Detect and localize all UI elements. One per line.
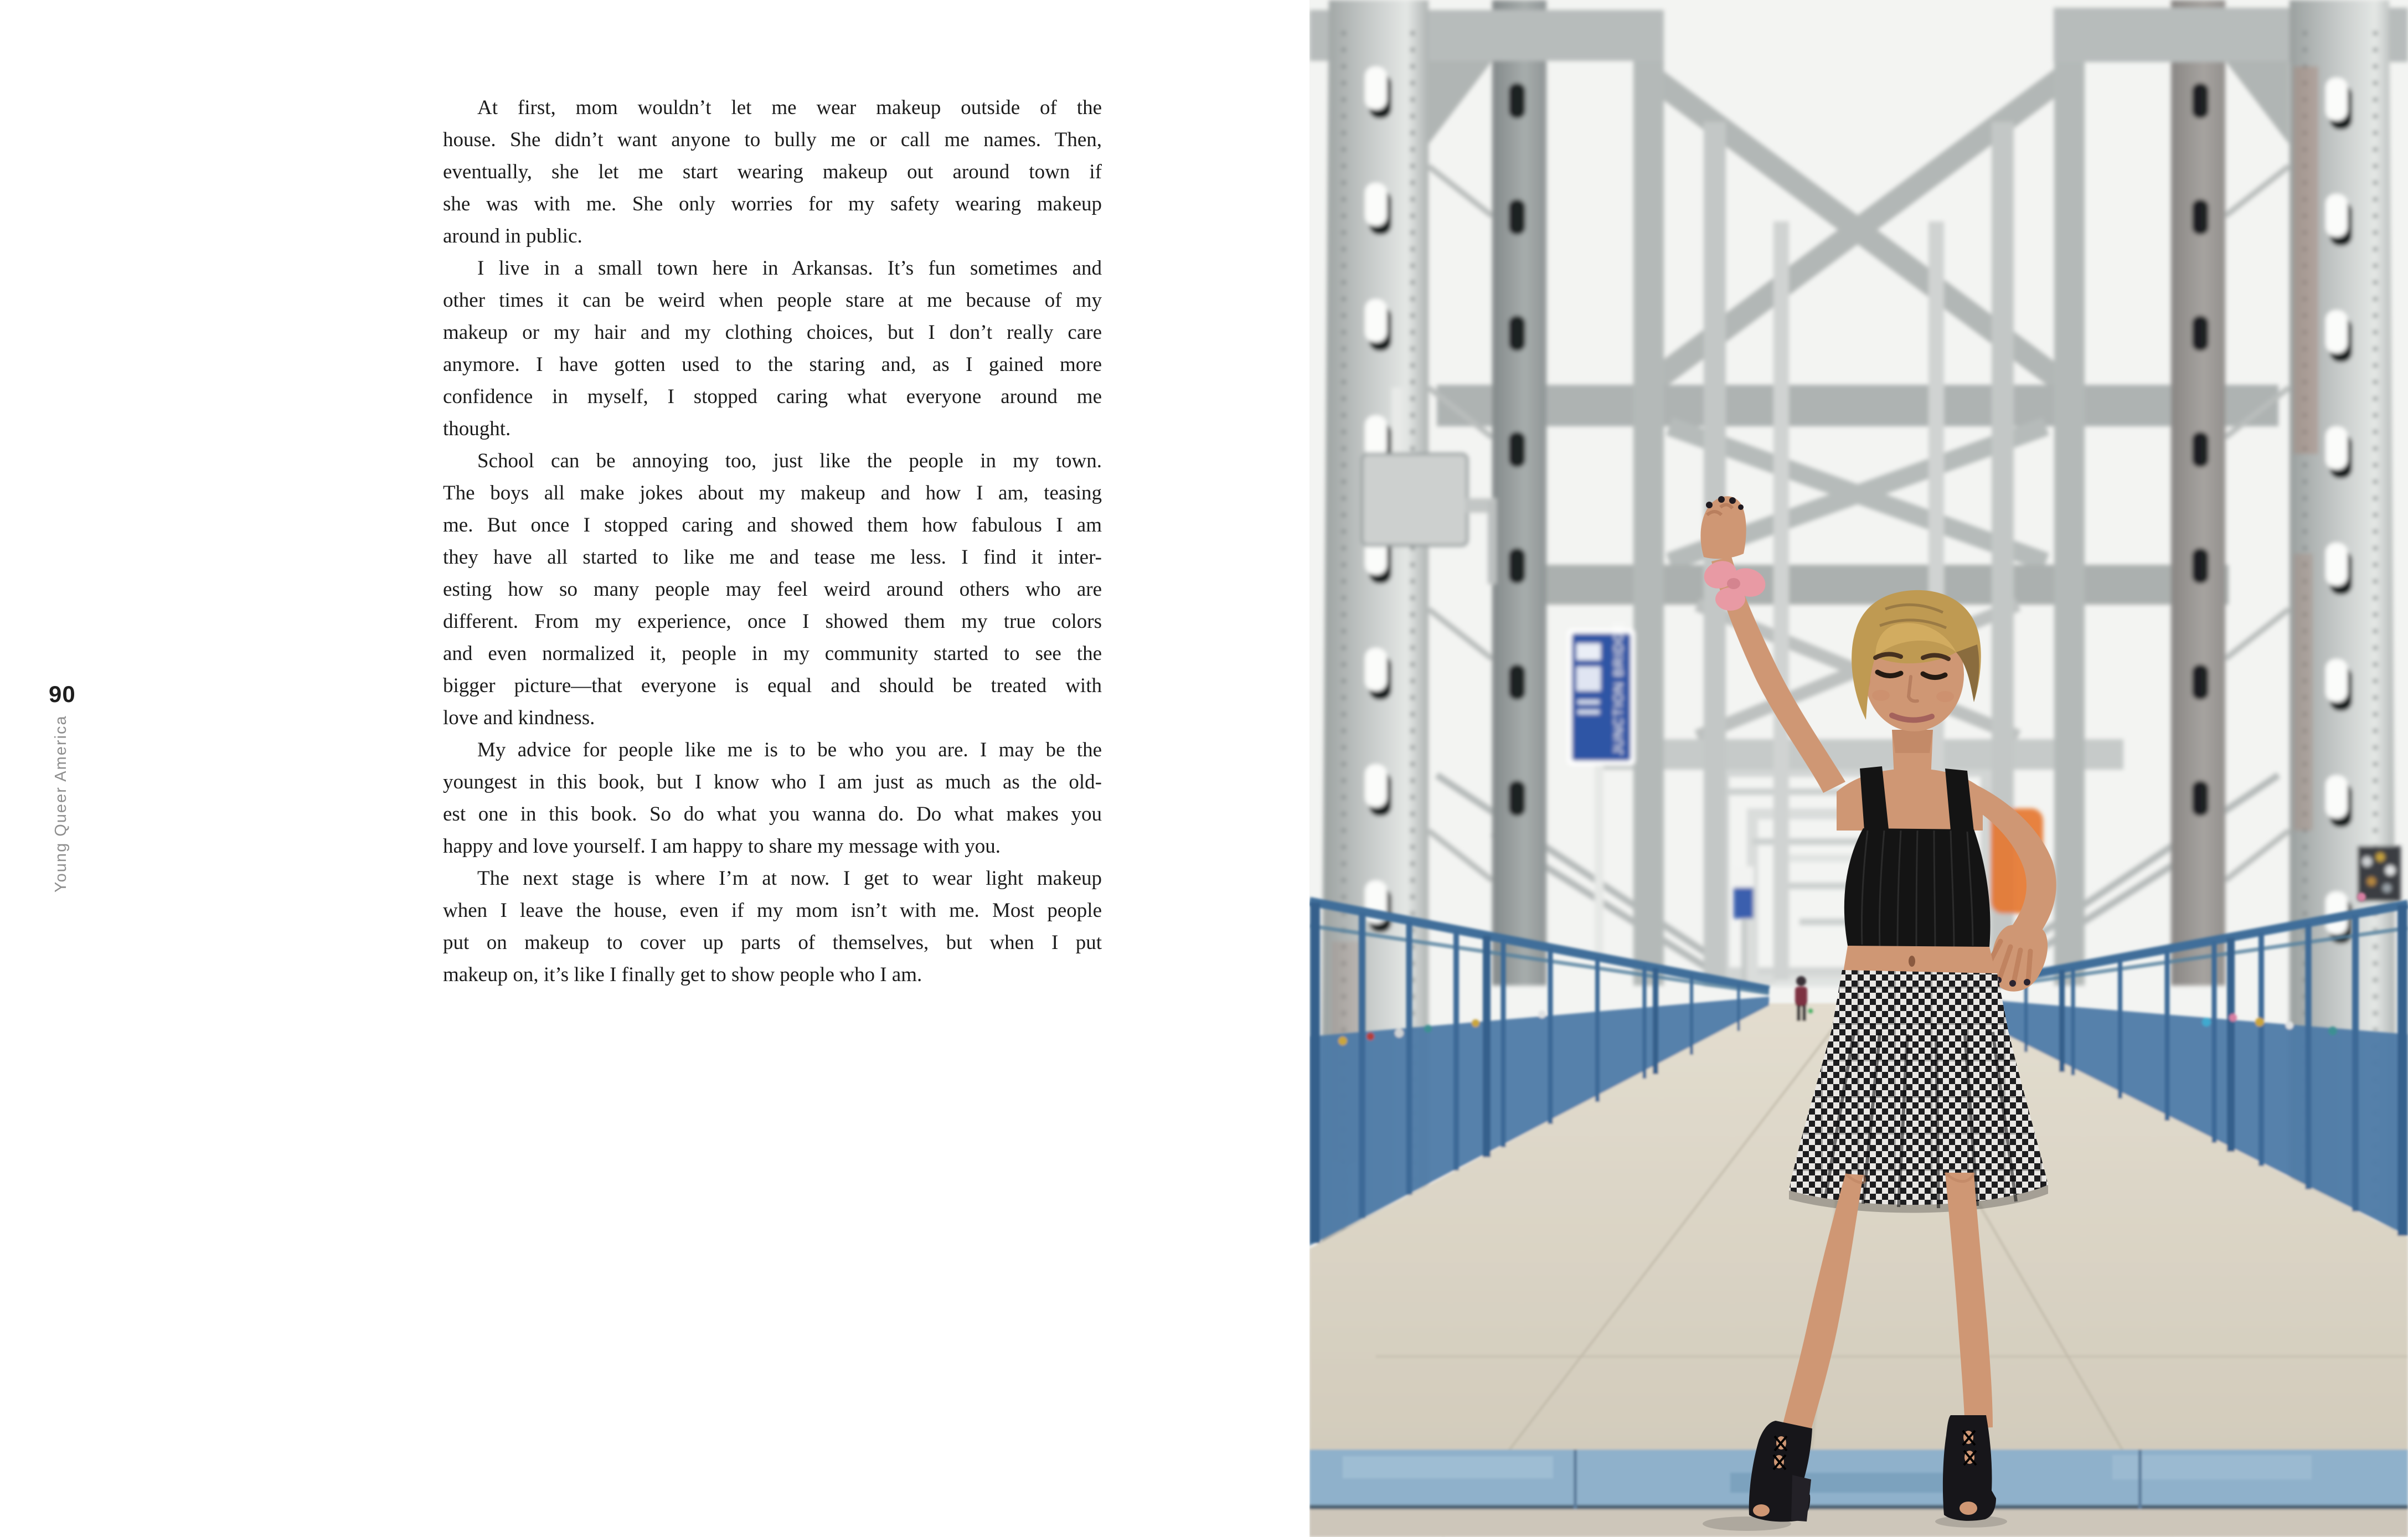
fist xyxy=(1700,496,1746,559)
painted-band xyxy=(1309,1450,2408,1537)
right-shoe xyxy=(1943,1415,1996,1521)
paragraph: School can be annoying too, just like the people in my town. The boys all make jokes about my makeup and how I am, teasing me. But once I stopped caring and showed them how fabulous I am they have all started to like me and tease me less. I find it inter- esting how so many people may feel weird around others who are different. From my experience, once I showed them my true colors and even normalized it, people in my community started to see the bigger picture—that everyone is equal and should be treated with love and kindness. xyxy=(443,450,1102,729)
paragraph: My advice for people like me is to be who you are. I may be the youngest in this book, but I know who I am just as much as the old- est one in this book. So do what you wanna do. Do what makes you happy and love yourself. I am happy to share my message with you. xyxy=(443,739,1102,858)
paragraph: At first, mom wouldn’t let me wear makeup outside of the house. She didn’t want anyone to bully me or call me names. Then, eventually, she let me start wearing makeup out around town if she was with me. She only worries for my safety wearing makeup around in public. xyxy=(443,96,1102,247)
page-number: 90 xyxy=(49,681,76,707)
article-text xyxy=(443,92,1102,991)
paragraph: I live in a small town here in Arkansas. It’s fun sometimes and other times it can be weird when people stare at me because of my makeup or my hair and my clothing choices, but I don’t really care anymore. I have gotten used to the staring and, as I gained more confidence in myself, I stopped caring what everyone around me thought. xyxy=(443,257,1102,440)
navel xyxy=(1909,956,1915,967)
bridge-sign-text: JUNCTION BRIDGE xyxy=(1611,621,1626,755)
left-secondary-column xyxy=(1492,0,1546,986)
paragraph: The next stage is where I’m at now. I get to wear light makeup when I leave the house, even if my mom isn’t with me. Most people put on makeup to cover up parts of themselves, but when I put makeup on, it’s like I finally get to show people who I am. xyxy=(443,867,1102,986)
strapline: Young Queer America xyxy=(52,715,70,893)
right-secondary-column xyxy=(2171,0,2225,986)
lock-panel xyxy=(2358,846,2401,901)
bridge-photo xyxy=(1309,0,2408,1537)
